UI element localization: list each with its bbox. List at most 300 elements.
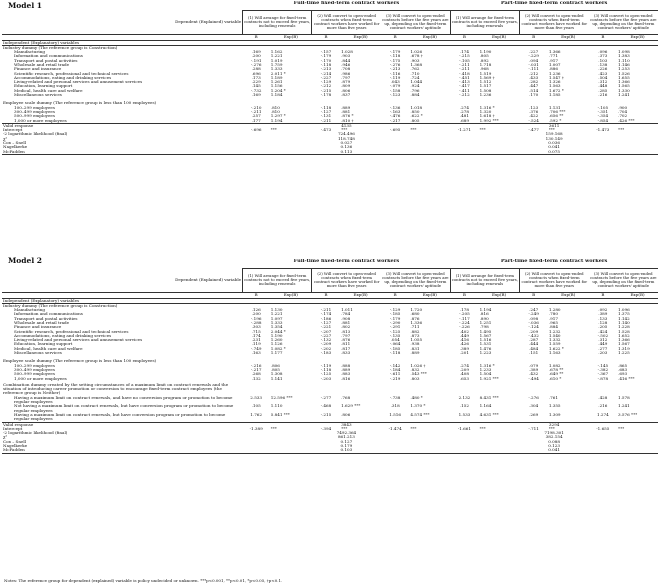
coef-b-cell: .209 [529, 329, 539, 334]
exp-b-cell: 1.759 [270, 62, 283, 67]
model-2-title: Model 2 [8, 256, 42, 265]
exp-b-cell: .805 [410, 118, 420, 123]
row-label: Information and communications [14, 312, 83, 317]
exp-b-cell: 1.233 [479, 367, 492, 372]
exp-b-cell: .888 [341, 363, 351, 368]
row-label: Medical, health care and welfare [14, 88, 83, 93]
coef-b-cell: 1.274 [596, 412, 609, 417]
model-1-table: Full-time fixed-term contract workers Part-time fixed-term contract workers Dependent (Explained) variable (1) Will arrange for fixed-term contracts not to exceed five years, including renewals (2) Will convert to open-ended contracts when fixed-term contract workers have worked for more than five years (3) Will convert to open-ended contracts before the five years are up, depending on the fixed-term contract workers' aptitude (1) Will arrange for fixed-term contracts not to exceed five years, including renewals (2) Will convert to open-ended contracts when fixed-term contract workers have worked for more than five years (3) Will convert to open-ended contracts before the five years are up, depending on the fixed-term contract workers' aptitude B Exp(B) B Exp(B) B Exp(B) B Exp(B) B Exp(B) B Exp(B) Independent (Explanatory) variables Industry dummy (The reference group is Construction) Manufacturing .169 1.162 -.157 1.028 -.179 1.026 .174 1.190 .227 1.366 .096 1.098 Information and communications .200 1.221 -.179 .903 -.118 .678 † -.215 .805 -.229 .771 .373 1.383 Transport and postal activities -.191 1.019 -.170 .844 -.175 .903 -.105 .892 .094 .917 .103 1.110 Wholesale and retail trade -.276 1.759 -.118 .946 -.276 1.368 -.211 1.718 -.031 1.007 .138 1.146 Finance and insurance .288 1.333 -.213 .708 -.213 .762 -.211 .968 -.111 .886 .226 1.253 Scientific research, professional and technical services .696 2.011 * -.214 .986 -.116 .710 -.418 1.519 .212 1.236 .423 1.526 Accommodations, eating and drinking services .173 1.189 -.227 .797 -.119 .724 -.451 1.569 † .433 1.547 † .504 1.655 Living-related and personal services and amusement services .229 1.261 -.129 .879 .043 1.044 -.413 1.512 .282 1.326 .312 1.366 Education, learning support .145 1.156 -.212 .809 -.079 .924 -.417 1.517 .447 1.563 .448 1.565 Medical, health care and welfare -.732 1.204 * -.215 .806 -.158 .796 -.411 1.508 .514 1.672 * .285 1.330 Miscellaneous services .169 1.184 -.178 .837 -.123 .884 -.212 1.236 .170 1.185 .216 1.241 Employee scale dummy (The reference group is less than 100 employees) 100–299 employees -.210 .810 -.118 .889 -.136 1.018 .274 1.316 * .123 1.131 -.105 .900 300–499 employees -.211 .810 -.127 .881 -.163 .850 .278 1.320 .376 .706 *** -.351 .704 500–999 employees .257 1.297 * -.131 .876 * -.476 .622 * .481 1.618 † .422 .656 ** -.354 .702 1,000 or more employees .177 1.194 -.211 .810 † -.217 .805 .689 1.992 *** -.524 .592 * -.854 .426 *** Valid response 4135 3611 Intercept -.696 *** -.473 *** -.695 *** -1.271 *** -.477 *** -1.473 *** -2 logarithmic likelihood (final) 724.496 159.168 χ² 118.748 130.149 Cox – Snell 0.027 0.036 Nagelkerke 0.136 0.041 McFadden 0.113 0.075 [3, 1, 657, 154]
exp-b-cell: .678 † [410, 54, 423, 59]
exp-b-cell: 1.512 [479, 80, 492, 85]
coef-b-cell: -.179 [320, 54, 332, 59]
exp-b-cell: 1.504 [479, 372, 492, 377]
coef-b-cell: .402 [459, 329, 469, 334]
intercept-cell: -.696 [250, 128, 262, 133]
coef-b-cell: -.211 [250, 109, 262, 114]
coef-b-cell: .201 [459, 351, 469, 356]
coef-b-cell: .247 [529, 308, 539, 313]
exp-b-cell: 1.652 [618, 333, 630, 338]
exp-b-cell: 1.194 [270, 118, 283, 123]
coef-b-cell: -.124 [528, 325, 539, 330]
coef-b-cell: -.417 [459, 84, 470, 89]
exp-b-cell: .771 [548, 54, 558, 59]
coef-b-cell: -.211 [320, 308, 332, 313]
intercept-cell: *** [479, 128, 486, 133]
coef-b-cell: -.031 [528, 62, 539, 67]
coef-b-cell: .433 [529, 75, 539, 80]
exp-b-cell: 1.082 * [270, 346, 286, 351]
exp-b-cell: .784 [341, 312, 351, 317]
coef-b-cell: -.125 [389, 329, 401, 334]
exp-b-cell: 5.841 *** [270, 412, 290, 417]
row-label: 100–299 employees [14, 363, 55, 368]
exp-b-cell: 1.019 [270, 58, 283, 63]
exp-b-cell: 1.559 [548, 342, 561, 347]
exp-b-cell: .678 ** [548, 367, 564, 372]
coef-b-cell: -.127 [320, 109, 332, 114]
coef-b-cell: -.184 [389, 367, 401, 372]
exp-b-cell: 1.476 [479, 346, 492, 351]
exp-b-cell: 1.629 *** [341, 404, 361, 409]
coef-b-cell: .177 [251, 118, 261, 123]
intercept-cell: *** [341, 128, 348, 133]
exp-b-cell: 1.519 [479, 71, 492, 76]
row-label: Information and communications [14, 54, 83, 59]
exp-b-cell: 1.516 [479, 338, 492, 343]
exp-b-cell: 1.316 * [479, 105, 495, 110]
coef-b-cell: -.178 [320, 93, 332, 98]
coef-b-cell: -.210 [250, 105, 262, 110]
exp-b-cell: 1.261 [270, 80, 283, 85]
coef-b-cell: -.215 [320, 88, 332, 93]
coef-b-cell: .054 [390, 338, 400, 343]
row-label: Miscellaneous services [14, 351, 62, 356]
exp-b-cell: .873 [410, 333, 420, 338]
indep-label: Independent (Explanatory) variables [2, 40, 243, 45]
exp-b-cell: .622 * [410, 114, 423, 119]
coef-b-cell: -.213 [320, 67, 332, 72]
exp-b-cell: 1.354 [270, 325, 283, 330]
intercept-label: Intercept [3, 128, 23, 133]
exp-b-cell: 1.297 * [270, 114, 286, 119]
exp-b-cell: 1.228 [618, 325, 630, 330]
coef-b-cell: -.125 [320, 372, 332, 377]
coef-b-cell: -.170 [320, 58, 332, 63]
table-note: Notes: The reference group for dependent (explained) variable is policy undecided or unknown. ***p<0.001, **p<0.01, *p<0.05, †p<0.1. [4, 578, 283, 583]
coef-b-cell: .163 [251, 351, 261, 356]
coef-b-cell: .216 [598, 93, 608, 98]
exp-b-cell: 1.156 [270, 84, 283, 89]
exp-b-cell: .817 [341, 346, 351, 351]
coef-b-cell: -.157 [320, 50, 332, 55]
exp-b-cell: 1.177 [270, 351, 283, 356]
coef-b-cell: -.145 [597, 363, 609, 368]
exp-b-cell: .832 [410, 367, 420, 372]
exp-b-cell: 1.221 [270, 312, 283, 317]
exp-b-cell: 3.576 *** [618, 412, 638, 417]
exp-b-cell: .797 [341, 333, 351, 338]
exp-b-cell: .889 [341, 367, 351, 372]
exp-b-cell: 1.241 [618, 404, 630, 409]
intercept-cell: *** [270, 426, 277, 431]
exp-b-cell: 1.526 [618, 71, 630, 76]
coef-b-cell: .216 [598, 404, 608, 409]
row-label: Having a maximum limit on contract renewals, but have conversion program or promotion to become regular employees [14, 412, 226, 422]
coef-b-cell: .126 [251, 308, 261, 313]
coef-b-cell: .169 [251, 50, 261, 55]
exp-b-cell: 1.097 [270, 316, 283, 321]
row-label: Accommodations, eating and drinking services [14, 333, 112, 338]
exp-b-cell: 1.026 † [410, 363, 426, 368]
exp-b-cell: .879 [341, 80, 351, 85]
coef-b-cell: -.229 [528, 54, 539, 59]
coef-b-cell: .449 [459, 333, 469, 338]
exp-b-cell: .865 [618, 363, 628, 368]
coef-b-cell: .096 [598, 50, 608, 55]
exp-b-cell: 1.330 [618, 88, 630, 93]
row-label: Living-related and personal services and amusement services [14, 80, 143, 85]
exp-b-cell: 1.204 * [270, 88, 286, 93]
coef-b-cell: -.276 [250, 62, 262, 67]
exp-b-cell: 2.011 * [270, 71, 286, 76]
coef-b-cell: -.117 [459, 316, 470, 321]
exp-b-cell: 1.720 [410, 308, 423, 313]
exp-b-cell: 1.146 [618, 62, 630, 67]
exp-b-cell: .810 † [341, 118, 354, 123]
coef-b-cell: .132 [251, 376, 261, 381]
coef-b-cell: .715 [251, 329, 261, 334]
row-label: 100–299 employees [14, 105, 55, 110]
part-time-group-header: Part-time fixed-term contract workers [450, 1, 658, 10]
q2-header: (2) Will convert to open-ended contracts when fixed-term contract workers have worked for more than five years [313, 13, 380, 30]
coef-b-cell: -.354 [597, 114, 609, 119]
exp-b-cell: 1.241 [618, 93, 630, 98]
exp-b-cell: 1.921 *** [479, 376, 499, 381]
exp-b-cell: 1.185 [548, 93, 561, 98]
coef-b-cell: -.432 [528, 333, 539, 338]
coef-b-cell: -.382 [597, 367, 609, 372]
coef-b-cell: .174 [459, 50, 469, 55]
intercept-cell: -1.661 [457, 426, 471, 431]
coef-b-cell: .389 [598, 312, 608, 317]
exp-b-cell: .908 [341, 316, 351, 321]
exp-b-cell: 1.131 [548, 105, 561, 110]
coef-b-cell: -.202 [320, 346, 332, 351]
coef-b-cell: -.367 [597, 372, 609, 377]
coef-b-cell: .408 [459, 372, 469, 377]
coef-b-cell: .092 [598, 308, 608, 313]
exp-b-cell: .809 [341, 84, 351, 89]
row-label: Miscellaneous services [14, 93, 62, 98]
intercept-cell: *** [479, 426, 486, 431]
coef-b-cell: -.221 [320, 325, 332, 330]
intercept-cell: *** [618, 426, 625, 431]
exp-b-cell: 1.567 [479, 333, 492, 338]
exp-b-cell: .924 [410, 84, 420, 89]
exp-b-cell: .833 [341, 351, 351, 356]
exp-b-cell: 1.162 [270, 50, 283, 55]
coef-b-cell: -.064 [389, 342, 401, 347]
row-label: Education, learning support [14, 84, 73, 89]
coef-b-cell: -.163 [389, 109, 401, 114]
coef-b-cell: .389 [529, 367, 539, 372]
exp-b-cell: .831 [410, 346, 420, 351]
exp-b-cell: .798 [479, 325, 489, 330]
exp-b-cell: 1.517 [479, 84, 492, 89]
exp-b-cell: 1.194 [479, 308, 492, 313]
coef-b-cell: -.291 [389, 325, 401, 330]
coef-b-cell: .312 [598, 338, 608, 343]
coef-b-cell: .098 [529, 316, 539, 321]
coef-b-cell: -.196 [250, 316, 262, 321]
exp-b-cell: .889 [341, 105, 351, 110]
exp-b-cell: .968 [479, 67, 489, 72]
exp-b-cell: 1.355 [548, 404, 561, 409]
exp-b-cell: 1.563 [548, 84, 561, 89]
exp-b-cell: 1.326 [548, 80, 561, 85]
exp-b-cell: 1.618 † [479, 114, 495, 119]
coef-b-cell: -.738 [389, 395, 401, 400]
coef-b-cell: .303 [251, 325, 261, 330]
exp-b-cell: .806 [341, 412, 351, 417]
exp-b-cell: .903 [341, 54, 351, 59]
exp-b-cell: 1.368 [410, 62, 423, 67]
exp-b-cell: 1.319 [618, 346, 630, 351]
intercept-cell: -1.474 [388, 426, 402, 431]
coef-b-cell: .287 [529, 338, 539, 343]
table-row [2, 396, 658, 405]
coef-b-cell: -.854 [597, 118, 609, 123]
exp-b-cell: 1.320 [479, 109, 492, 114]
coef-b-cell: .226 [598, 67, 608, 72]
exp-b-cell: .711 [410, 325, 420, 330]
coef-b-cell: -.224 [459, 320, 470, 325]
exp-b-cell: .649 ** [548, 372, 564, 377]
row-label: 500–999 employees [14, 114, 55, 119]
coef-b-cell: -.123 [389, 93, 401, 98]
exp-b-cell: .850 [410, 109, 420, 114]
exp-b-cell: 1.018 [410, 105, 423, 110]
coef-b-cell: -.079 [389, 84, 401, 89]
exp-b-cell: 1.309 [548, 412, 561, 417]
exp-b-cell: .810 [270, 105, 280, 110]
coef-b-cell: -.227 [320, 333, 332, 338]
intercept-cell: -1.271 [457, 128, 471, 133]
coef-b-cell: .373 [598, 54, 608, 59]
intercept-cell: *** [618, 128, 625, 133]
coef-b-cell: -.213 [389, 67, 401, 72]
coef-b-cell: .416 [459, 338, 469, 343]
exp-b-cell: 1.375 [618, 312, 630, 317]
coef-b-cell: .043 [390, 80, 400, 85]
intercept-row: Intercept -1.389 *** -.394 *** -1.474 *** -1.661 *** -.711 *** -1.655 *** [2, 427, 658, 431]
row-label: Wholesale and retail trade [14, 62, 70, 67]
coef-b-cell: -.611 [389, 372, 401, 377]
coef-b-cell: .653 [459, 376, 469, 381]
exp-b-cell: 1.253 [618, 67, 630, 72]
coef-b-cell: -.276 [528, 395, 539, 400]
coef-b-cell: .444 [529, 342, 539, 347]
coef-b-cell: -.878 [597, 376, 609, 381]
exp-b-cell: .656 ** [548, 114, 564, 119]
exp-b-cell: .876 [410, 316, 420, 321]
coef-b-cell: -.185 [389, 312, 401, 317]
exp-b-cell: .917 [548, 58, 558, 63]
exp-b-cell: .946 [341, 62, 351, 67]
coef-b-cell: -.207 [320, 329, 332, 334]
exp-b-cell: .805 [479, 54, 489, 59]
coef-b-cell: -.183 [320, 351, 332, 356]
coef-b-cell: .389 [459, 346, 469, 351]
coef-b-cell: -.451 [459, 75, 470, 80]
coef-b-cell: .173 [251, 75, 261, 80]
coef-b-cell: .481 [459, 114, 469, 119]
exp-b-cell: .882 [410, 329, 420, 334]
q3-header: (3) Will convert to open-ended contracts before the five years are up, depending on the fixed-term contract workers' aptitude [382, 13, 449, 30]
exp-b-cell: 1.622 * [548, 346, 564, 351]
coef-b-cell: .304 [529, 404, 539, 409]
coef-b-cell: -.476 [389, 114, 401, 119]
exp-b-cell: .592 * [548, 118, 562, 123]
exp-b-cell: .811 [341, 342, 351, 347]
coef-b-cell: -.174 [320, 312, 332, 317]
exp-b-cell: 1.366 [618, 338, 630, 343]
exp-b-cell: 1.110 [270, 404, 283, 409]
exp-b-cell: .724 [410, 75, 420, 80]
row-label: Manufacturing [14, 308, 45, 313]
exp-b-cell: .881 [341, 109, 351, 114]
exp-b-cell: 1.718 [479, 62, 492, 67]
table-row [2, 404, 658, 413]
row-label: Living-related and personal services and amusement services [14, 338, 143, 343]
coef-b-cell: .269 [529, 412, 539, 417]
intercept-cell: *** [410, 426, 417, 431]
coef-b-cell: .123 [529, 105, 539, 110]
coef-b-cell: -.211 [320, 118, 332, 123]
coef-b-cell: .212 [529, 71, 539, 76]
row-label: Not having a maximum limit on contract renewals, but have conversion program or promotion to become regular employees [14, 404, 234, 413]
coef-b-cell: -.502 [597, 333, 609, 338]
row-label: Transport and postal activities [14, 58, 78, 63]
coef-b-cell: -.211 [459, 67, 470, 72]
coef-b-cell: -.290 [389, 320, 401, 325]
exp-b-cell: 1.223 [479, 351, 492, 356]
coef-b-cell: -.494 [528, 376, 539, 381]
intercept-cell: -.711 [528, 426, 539, 431]
coef-b-cell: -.118 [320, 367, 332, 372]
model-2-table: Full-time fixed-term contract workers Part-time fixed-term contract workers Dependent (Explained) variable (1) Will arrange for fixed-term contracts not to exceed five years, including renewals (2) Will convert to open-ended contracts when fixed-term contract workers have worked for more than five years (3) Will convert to open-ended contracts before the five years are up, depending on the fixed-term contract workers' aptitude (1) Will arrange for fixed-term contracts not to exceed five years, including renewals (2) Will convert to open-ended contracts when fixed-term contract workers have worked for more than five years (3) Will convert to open-ended contracts before the five years are up, depending on the fixed-term contract workers' aptitude B Exp(B) B Exp(B) B Exp(B) B Exp(B) B Exp(B) B Exp(B) Independent (Explanatory) variables Industry dummy (The reference group is Construction) Manufacturing .126 1.130 -.211 1.011 -.129 1.720 .178 1.194 .247 1.280 .092 1.096 Information and communications .200 1.221 -.174 .784 -.185 .680 -.205 .816 -.249 .780 .389 1.375 Transport and postal activities -.196 1.097 -.186 .908 -.179 .876 -.117 .890 .098 .917 .133 1.142 Wholesale and retail trade -.288 1.333 -.127 .881 -.290 1.336 -.224 1.251 -.036 .965 .128 1.140 Finance and insurance .303 1.354 -.221 .802 -.291 .711 -.226 .798 -.124 .884 .205 1.228 Scientific research, professional and technical services .715 2.044 * -.207 .813 -.125 .882 .402 1.495 .209 1.232 .424 1.528 Accommodations, eating and drinking services .174 1.190 -.227 .797 -.135 .873 .449 1.567 -.432 1.540 -.502 1.652 Living-related and personal services and amusement services .231 1.260 -.132 .876 .054 1.055 .416 1.516 .287 1.332 .312 1.366 Education, learning support .119 1.126 -.209 .811 -.064 .938 .426 1.531 .444 1.559 .449 1.567 Medical, health care and welfare -.749 1.082 * -.202 .817 -.185 .831 .389 1.476 .484 1.622 * .277 1.319 Miscellaneous services .163 1.177 -.183 .833 -.118 .889 .201 1.223 .151 1.163 .203 1.225 Employee scale dummy (The reference group is less than 100 employees) 100–299 employees -.216 .806 -.119 .888 -.142 1.026 † .274 1.316 * .079 1.082 -.145 .865 300–499 employees -.217 .805 -.118 .889 -.184 .832 .209 1.233 .389 .678 ** -.382 .683 500–999 employees .268 1.308 -.125 .883 -.611 .543 *** .408 1.504 .432 .649 ** -.367 .693 1,000 or more employees .132 1.141 -.203 .816 -.219 .803 .653 1.921 *** -.494 .610 * -.878 .416 *** Combination dummy created by the setting circumstances of a maximum limit on contract renewals and the situation of introducing career promotion or conversion to encourage fixed-term contract employees (the reference group is Neither) Having a maximum limit on contract renewals, and have no conversion program or promotion to become regular employees 2.533 12.596 *** -.277 .768 -.738 .480 * 2.132 8.431 *** -.276 .761 .428 1.578 Not having a maximum limit on contract renewals, but have conversion program or promotion to become regular employees .105 1.110 -.468 1.629 *** .318 1.370 * .152 1.164 .304 1.355 .216 1.241 Having a maximum limit on contract renewals, but have conversion program or promotion to become regular employees 1.762 5.841 *** -.215 .806 1.516 4.574 *** 1.533 4.631 *** .269 1.309 1.274 3.576 *** Valid response 3843 3294 Intercept -1.389 *** -.394 *** -1.474 *** -1.661 *** -.711 *** -1.655 *** -2 logarithmic likelihood (final) 7492.364 7198.301 χ² 861.213 382.154 Cox – Snell 0.127 0.088 Nagelkerke 0.179 0.123 McFadden 0.103 0.041 [3, 259, 657, 453]
intercept-cell: -1.473 [596, 128, 610, 133]
coef-b-cell: .278 [459, 109, 469, 114]
coef-b-cell: .504 [598, 75, 608, 80]
coef-b-cell: -.215 [459, 54, 470, 59]
model-1-title: Model 1 [8, 1, 42, 10]
exp-b-cell: .986 [341, 71, 351, 76]
coef-b-cell: .200 [251, 312, 261, 317]
coef-b-cell: .689 [459, 118, 469, 123]
exp-b-cell: 1.082 [548, 363, 561, 368]
coef-b-cell: .174 [251, 333, 261, 338]
q1-header: (1) Will arrange for fixed-term contracts not to exceed five years, including renewals [243, 10, 312, 34]
exp-b-cell: 1.333 [270, 67, 283, 72]
intercept-cell: -.695 [389, 128, 401, 133]
exp-b-cell: 1.096 [618, 308, 630, 313]
coef-b-cell: -.351 [597, 109, 609, 114]
coef-b-cell: 2.533 [250, 395, 263, 400]
coef-b-cell: -.468 [320, 404, 332, 409]
exp-b-cell: 1.383 [618, 54, 630, 59]
coef-b-cell: .274 [459, 363, 469, 368]
coef-b-cell: -.135 [389, 333, 401, 338]
exp-b-cell: .917 [548, 316, 558, 321]
coef-b-cell: .514 [529, 88, 539, 93]
intercept-cell: *** [548, 128, 555, 133]
intercept-cell: *** [410, 128, 417, 133]
valid-full: 4135 [243, 123, 451, 128]
coef-b-cell: .448 [598, 84, 608, 89]
coef-b-cell: .169 [251, 93, 261, 98]
coef-b-cell: -.212 [459, 93, 470, 98]
exp-b-cell: 1.130 [270, 308, 283, 313]
exp-b-cell: .706 *** [548, 109, 566, 114]
exp-b-cell: 1.007 [548, 62, 561, 67]
intercept-cell: *** [270, 128, 277, 133]
coef-b-cell: -.217 [389, 118, 401, 123]
intercept-cell: -1.655 [596, 426, 610, 431]
exp-b-cell: 1.044 [410, 80, 423, 85]
q2-header-part: (2) Will convert to open-ended contracts when fixed-term contract workers have worked for more than five years [521, 13, 588, 30]
industry-dummy-label: Industry dummy (The reference group is Construction) [3, 45, 118, 50]
coef-b-cell: .145 [251, 84, 261, 89]
exp-b-cell: 1.142 [618, 316, 630, 321]
table-row [2, 413, 658, 422]
coef-b-cell: .209 [459, 367, 469, 372]
coef-b-cell: .227 [529, 50, 539, 55]
coef-b-cell: .105 [251, 404, 261, 409]
coef-b-cell: -.105 [459, 58, 470, 63]
exp-b-cell: 1.126 [270, 342, 283, 347]
exp-b-cell: .883 [341, 372, 351, 377]
coef-b-cell: -.205 [459, 312, 470, 317]
coef-b-cell: -.111 [528, 67, 539, 72]
exp-b-cell: 1.190 [270, 333, 283, 338]
intercept-cell: -1.389 [249, 426, 263, 431]
coef-b-cell: .274 [459, 105, 469, 110]
exp-b-cell: .802 [341, 325, 351, 330]
coef-b-cell: -.732 [250, 88, 262, 93]
coef-b-cell: .138 [598, 62, 608, 67]
row-label: Education, learning support [14, 342, 73, 347]
exp-b-cell: 1.110 [618, 58, 630, 63]
exp-b-cell: 1.370 * [410, 404, 426, 409]
coef-b-cell: -.524 [528, 118, 539, 123]
coef-b-cell: -.119 [389, 75, 401, 80]
exp-b-cell: .683 [618, 367, 628, 372]
coef-b-cell: .312 [598, 80, 608, 85]
exp-b-cell: .813 [341, 329, 351, 334]
coef-b-cell: -.219 [389, 376, 401, 381]
exp-b-cell: 1.565 [618, 84, 630, 89]
exp-b-cell: .837 [341, 93, 351, 98]
coef-b-cell: .282 [529, 80, 539, 85]
exp-b-cell: 1.184 [270, 93, 283, 98]
exp-b-cell: 1.232 [548, 329, 561, 334]
coef-b-cell: -.227 [320, 75, 332, 80]
exp-b-cell: .889 [410, 351, 420, 356]
exp-b-cell: 1.189 [270, 75, 283, 80]
exp-b-cell: 1.547 † [548, 75, 564, 80]
exp-b-cell: 1.308 [270, 372, 283, 377]
